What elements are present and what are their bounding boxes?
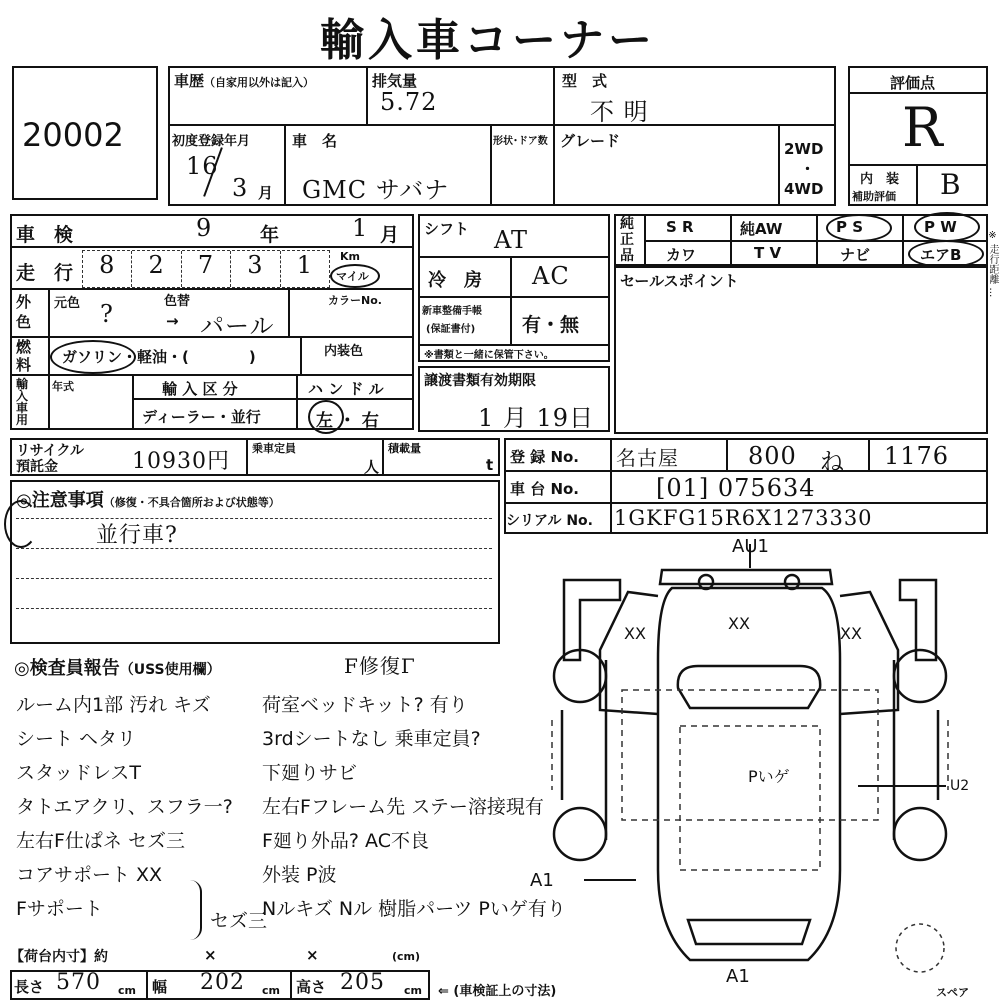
report-right-line: Nルキズ Nル 樹脂パーツ Pいゲ有り [262, 898, 566, 920]
import-category-label: 輸 入 区 分 [162, 380, 238, 398]
car-diagram [540, 540, 980, 980]
registration-value3: ね [820, 448, 845, 476]
height-label: 高さ [296, 978, 327, 996]
cargo-label: 【荷台内寸】約 [10, 949, 108, 965]
capacity-unit: 人 [364, 458, 380, 476]
diagram-spare: スペア [936, 986, 969, 999]
shift-label: シフト [424, 220, 470, 238]
mileage-unit-mile: マイル [336, 270, 369, 283]
recycle-label1: リサイクル [16, 443, 85, 459]
width-label: 幅 [152, 978, 168, 996]
report-left-line: コアサポート XX [16, 864, 163, 886]
rating-label: 評価点 [890, 74, 936, 92]
report-left-line: タトエアクリ、スフラ一? [16, 796, 233, 818]
serial-label: シリアル No. [506, 513, 593, 529]
interior-rating-label1: 内 装 [860, 172, 900, 187]
drive-sep: ・ [800, 160, 816, 178]
report-left-line: シート ヘタリ [16, 728, 137, 750]
orig-color-value: ? [100, 300, 114, 328]
manual-label1: 新車整備手帳 [422, 306, 482, 317]
interior-rating-value: B [940, 168, 962, 201]
equip-sr: S R [666, 218, 694, 236]
equip-pw: P W [924, 218, 957, 236]
history-label: 車歴（自家用以外は記入） [174, 72, 315, 90]
report-right-line: 外装 P波 [262, 864, 337, 886]
length-value: 570 [56, 970, 101, 995]
equip-ps: P S [836, 218, 864, 236]
mileage-label: 走 行 [16, 262, 74, 284]
sales-point-label: セールスポイント [620, 272, 739, 290]
rating-value: R [902, 96, 944, 159]
equip-leather: カワ [666, 246, 697, 264]
fuel-label: 燃料 [16, 338, 32, 374]
fuel-selected-circle [50, 340, 136, 374]
length-label: 長さ [14, 978, 45, 996]
pw-circle [914, 212, 980, 242]
caution-label: ◎注意事項（修復・不具合箇所および状態等） [16, 490, 280, 511]
equip-airbag: エアB [920, 246, 962, 264]
report-right-line: 左右Fフレーム先 ステー溶接現有 [262, 796, 544, 818]
capacity-label: 乗車定員 [252, 442, 296, 455]
airbag-circle [908, 240, 984, 268]
diagram-right-side: U2 [950, 778, 970, 794]
length-unit: cm [118, 984, 136, 997]
interior-color-label: 内装色 [324, 344, 364, 359]
lot-number: 20002 [22, 116, 124, 154]
import-label: 輸入車用 [16, 377, 29, 427]
shift-value: AT [494, 226, 529, 254]
equip-navi: ナビ [840, 246, 871, 264]
transfer-value: 1 月 19日 [478, 404, 595, 432]
height-unit: cm [404, 984, 422, 997]
chassis-label: 車 台 No. [510, 480, 580, 498]
diagram-right-mark: XX [840, 624, 862, 643]
cargo-x1: × [204, 946, 217, 964]
equip-aw: 純AW [740, 220, 783, 238]
new-color-value: パール [200, 312, 275, 340]
manual-note: ※書類と一緒に保管下さい。 [424, 350, 554, 361]
ps-circle [826, 214, 892, 242]
diagram-left-mark: XX [624, 624, 646, 643]
width-unit: cm [262, 984, 280, 997]
diagram-left-side: A1 [530, 870, 554, 891]
changed-color-label: 色替 [164, 294, 191, 309]
first-reg-label: 初度登録年月 [172, 134, 251, 149]
chassis-value: [01] 075634 [656, 474, 816, 502]
diagram-bottom: A1 [726, 966, 750, 987]
sales-point-box [614, 266, 988, 434]
report-right-line: 3rdシートなし 乗車定員? [262, 728, 481, 750]
drive-4wd: 4WD [784, 180, 824, 198]
displacement-value: 5.72 [380, 88, 438, 116]
page-title: 輸入車コーナー [320, 15, 656, 66]
color-no-label: カラーNo. [328, 294, 382, 307]
report-left-note: セズ三 [210, 910, 268, 932]
inspection-label: 車 検 [16, 224, 74, 246]
serial-value: 1GKFG15R6X1273330 [614, 506, 873, 530]
color-arrow: → [166, 312, 179, 330]
report-right-line: 下廻りサビ [262, 762, 358, 784]
registration-value4: 1176 [884, 442, 950, 470]
diagram-center-mark: XX [728, 614, 750, 633]
inspection-month: 1 [352, 214, 369, 242]
report-bracket [186, 880, 202, 940]
import-category-value: ディーラー・並行 [142, 408, 261, 426]
side-note: ※ 走行距離 … [987, 230, 998, 298]
registration-value1: 名古屋 [616, 446, 679, 470]
model-type-value: 不 明 [590, 98, 649, 126]
equipment-label: 純正品 [620, 216, 634, 264]
import-year-label: 年式 [52, 380, 74, 393]
diagram-top: AU1 [732, 536, 769, 557]
load-unit: t [486, 456, 494, 474]
orig-color-label: 元色 [54, 296, 81, 311]
report-left-line: Fサポート [16, 898, 103, 920]
first-reg-year: 16 [186, 152, 219, 180]
shape-doors-label: 形状･ドア数 [493, 136, 548, 147]
grade-label: グレード [560, 132, 621, 150]
inspection-month-unit: 月 [380, 224, 400, 246]
recycle-value: 10930円 [132, 449, 230, 474]
registration-value2: 800 [748, 442, 797, 470]
first-reg-month: 3 [232, 174, 249, 202]
handle-value: 左 ・ 右 [316, 411, 379, 431]
report-left-line: スタッドレスT [16, 762, 142, 784]
exterior-color-label: 外色 [16, 293, 32, 331]
inspection-year: 9 [196, 214, 213, 242]
mileage-digits: 8 2 7 3 1 [82, 250, 330, 288]
car-name-label: 車 名 [292, 132, 338, 150]
cargo-unit: (cm) [392, 950, 421, 963]
drive-2wd: 2WD [784, 140, 824, 158]
size-note: ⇐ (車検証上の寸法) [438, 984, 557, 999]
manual-label2: (保証書付) [426, 324, 476, 335]
diagram-body: Pいゲ [748, 767, 790, 786]
registration-label: 登 録 No. [510, 448, 580, 466]
displacement-label: 排気量 [372, 72, 418, 90]
fuel-options: ガソリン・軽油・( ) [62, 348, 256, 366]
cargo-x2: × [306, 946, 319, 964]
height-value: 205 [340, 970, 385, 995]
handle-selected-circle [308, 400, 344, 434]
model-type-label: 型 式 [562, 72, 608, 90]
mileage-unit-km: Km [340, 250, 360, 263]
interior-rating-label2: 補助評価 [852, 190, 896, 203]
report-left-line: ルーム内1部 汚れ キズ [16, 694, 211, 716]
inspector-code: F修復Γ [344, 654, 416, 678]
report-right-line: F廻り外品? AC不良 [262, 830, 429, 852]
inspection-year-unit: 年 [260, 224, 280, 246]
load-label: 積載量 [388, 442, 421, 455]
first-reg-month-unit: 月 [258, 184, 274, 202]
report-right-line: 荷室ベッドキット? 有り [262, 694, 468, 716]
recycle-label2: 預託金 [16, 459, 58, 475]
transfer-label: 譲渡書類有効期限 [424, 373, 536, 389]
report-left-line: 左右F仕ぱネ セズ三 [16, 830, 185, 852]
mile-circle [330, 264, 380, 288]
caution-bracket [4, 500, 38, 548]
ac-value: AC [532, 262, 570, 290]
equip-tv: T V [754, 244, 782, 262]
inspector-label: ◎検査員報告（USS使用欄） [14, 658, 221, 679]
caution-text: 並行車? [96, 523, 178, 548]
car-name-value: GMC サバナ [302, 176, 450, 204]
manual-value: 有・無 [522, 314, 580, 336]
ac-label: 冷 房 [428, 270, 482, 291]
width-value: 202 [200, 970, 245, 995]
handle-label: ハ ン ド ル [308, 380, 384, 398]
